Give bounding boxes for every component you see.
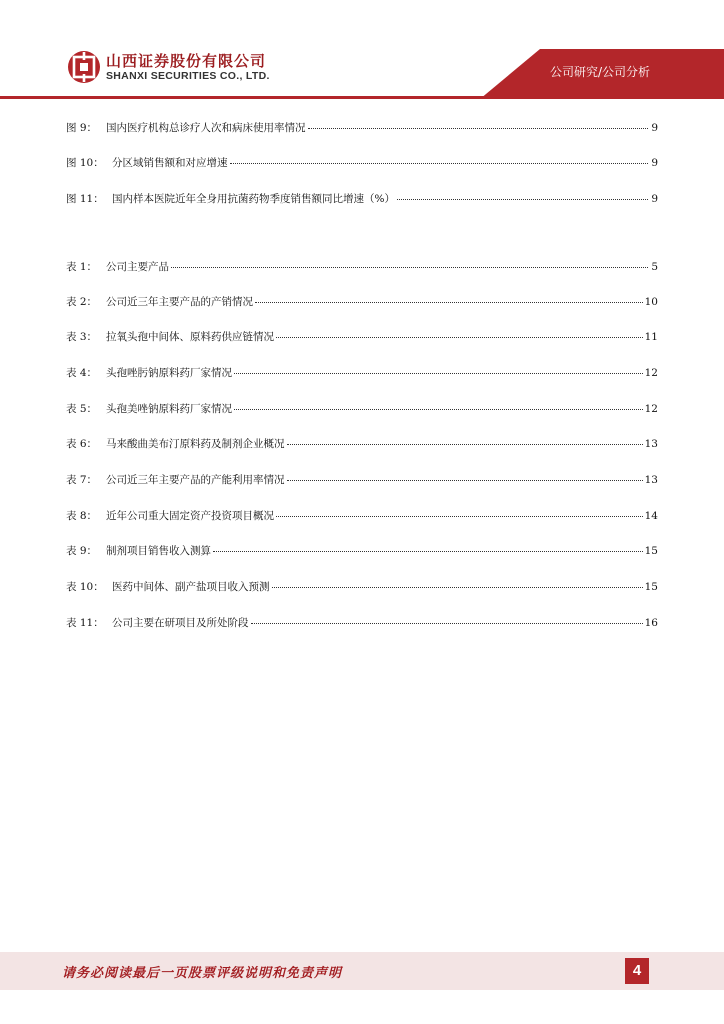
toc-title: 马来酸曲美布汀原料药及制剂企业概况 xyxy=(106,438,285,450)
toc-leader-dots xyxy=(276,325,643,338)
toc-label: 表 8： xyxy=(66,510,98,522)
toc-title: 拉氧头孢中间体、原料药供应链情况 xyxy=(106,331,274,343)
toc-entry-table-2[interactable] xyxy=(66,292,658,310)
page-header xyxy=(0,0,724,100)
toc-leader-dots xyxy=(287,432,643,445)
toc-label: 表 1： xyxy=(66,261,98,273)
toc-entry-figure-9[interactable] xyxy=(66,118,658,136)
toc-page-number: 16 xyxy=(644,617,658,629)
toc-title: 近年公司重大固定资产投资项目概况 xyxy=(106,510,274,522)
section-tag: 公司研究/公司分析 xyxy=(550,65,651,79)
toc-leader-dots xyxy=(171,255,648,268)
toc-entry-table-6[interactable] xyxy=(66,434,658,452)
toc-entry-figure-10[interactable] xyxy=(66,153,658,171)
toc-entry-table-5[interactable] xyxy=(66,399,658,417)
toc-title: 医药中间体、副产盐项目收入预测 xyxy=(112,581,270,593)
page-number: 4 xyxy=(625,958,649,984)
toc-leader-dots xyxy=(255,290,643,303)
toc-page-number: 5 xyxy=(651,261,658,273)
toc-entry-table-10[interactable] xyxy=(66,577,658,595)
toc-entry-table-8[interactable] xyxy=(66,506,658,524)
toc-page-number: 15 xyxy=(644,545,658,557)
toc-title: 公司近三年主要产品的产销情况 xyxy=(106,296,253,308)
toc-label: 表 5： xyxy=(66,403,98,415)
toc-page-number: 13 xyxy=(644,474,658,486)
page-footer xyxy=(0,952,724,990)
toc-title: 国内医疗机构总诊疗人次和病床使用率情况 xyxy=(106,122,306,134)
toc-entry-table-9[interactable] xyxy=(66,541,658,559)
toc-label: 表 11： xyxy=(66,617,104,629)
toc-page-number: 11 xyxy=(644,331,658,343)
toc-entry-table-3[interactable] xyxy=(66,327,658,345)
toc-leader-dots xyxy=(276,504,643,517)
toc-leader-dots xyxy=(308,116,649,129)
company-name-cn: 山西证券股份有限公司 xyxy=(106,52,267,70)
toc-entry-figure-11[interactable] xyxy=(66,189,658,207)
toc-leader-dots xyxy=(251,611,643,624)
toc-leader-dots xyxy=(213,539,643,552)
toc-label: 表 6： xyxy=(66,438,98,450)
toc-leader-dots xyxy=(272,575,643,588)
toc-entry-table-4[interactable] xyxy=(66,363,658,381)
toc-leader-dots xyxy=(234,397,643,410)
toc-title: 制剂项目销售收入测算 xyxy=(106,545,211,557)
toc-page-number: 9 xyxy=(651,193,658,205)
toc-page-number: 9 xyxy=(651,157,658,169)
toc-page-number: 9 xyxy=(651,122,658,134)
toc-page-number: 10 xyxy=(644,296,658,308)
toc-page-number: 12 xyxy=(644,403,658,415)
toc-leader-dots xyxy=(230,151,649,164)
toc-page-number: 13 xyxy=(644,438,658,450)
toc-entry-table-7[interactable] xyxy=(66,470,658,488)
toc-label: 表 9： xyxy=(66,545,98,557)
toc-page-number: 15 xyxy=(644,581,658,593)
toc-entry-table-1[interactable] xyxy=(66,257,658,275)
toc-title: 头孢美唑钠原料药厂家情况 xyxy=(106,403,232,415)
toc-title: 公司近三年主要产品的产能利用率情况 xyxy=(106,474,285,486)
footer-disclaimer: 请务必阅读最后一页股票评级说明和免责声明 xyxy=(62,966,343,981)
toc-label: 图 9： xyxy=(66,122,98,134)
toc-title: 公司主要产品 xyxy=(106,261,169,273)
toc-title: 头孢唑肟钠原料药厂家情况 xyxy=(106,367,232,379)
toc-label: 表 4： xyxy=(66,367,98,379)
toc-title: 分区域销售额和对应增速 xyxy=(112,157,228,169)
toc-label: 表 2： xyxy=(66,296,98,308)
toc-leader-dots xyxy=(397,187,648,200)
toc-title: 公司主要在研项目及所处阶段 xyxy=(112,617,249,629)
toc-entry-table-11[interactable] xyxy=(66,613,658,631)
toc-label: 表 3： xyxy=(66,331,98,343)
toc-label: 表 10： xyxy=(66,581,104,593)
company-name-en: SHANXI SECURITIES CO., LTD. xyxy=(106,70,270,82)
toc-page-number: 14 xyxy=(644,510,658,522)
toc-label: 表 7： xyxy=(66,474,98,486)
toc-label: 图 11： xyxy=(66,193,104,205)
toc-leader-dots xyxy=(234,361,643,374)
toc-page-number: 12 xyxy=(644,367,658,379)
toc-title: 国内样本医院近年全身用抗菌药物季度销售额同比增速（%） xyxy=(112,193,395,205)
toc-leader-dots xyxy=(287,468,643,481)
toc-label: 图 10： xyxy=(66,157,104,169)
